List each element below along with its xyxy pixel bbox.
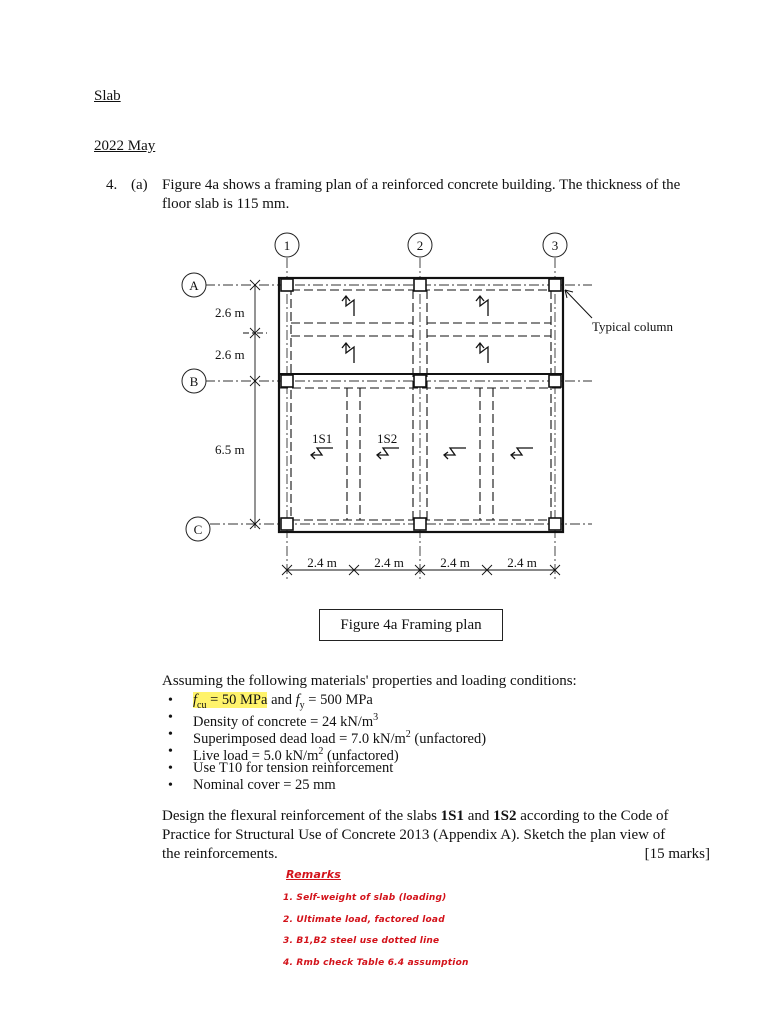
question-number: 4. (106, 177, 118, 193)
question-text-line-1: Figure 4a shows a framing plan of a reinforced concrete building. The thickness of the (162, 177, 681, 193)
typical-column-label: Typical column (592, 319, 674, 334)
column (549, 279, 561, 291)
marks-allocation: [15 marks] (644, 846, 710, 862)
document-topic: Slab (94, 88, 121, 104)
list-item: • Superimposed dead load = 7.0 $kN/m^2$ (unfactored) (163, 726, 486, 743)
materials-list (163, 692, 486, 794)
svg-text:2.6 m: 2.6 m (215, 305, 245, 320)
span-arrow-icon (511, 448, 533, 455)
fcu-highlight: $f_{cu} = 50$ MPa (193, 692, 268, 711)
column (281, 375, 293, 387)
beams-outline (279, 278, 563, 532)
materials-intro: Assuming the following materials' properties and loading conditions: (162, 673, 577, 689)
remark-item: 3. B1,B2 steel use dotted line (283, 936, 440, 946)
span-arrow-icon (480, 343, 488, 363)
design-text-line-2: Practice for Structural Use of Concrete 2013 (Appendix A). Sketch the plan view of (162, 827, 666, 843)
svg-text:C: C (193, 522, 203, 537)
span-arrow-icon (346, 343, 354, 363)
design-text-line-3: the reinforcements. (162, 846, 278, 862)
column (549, 518, 561, 530)
span-arrow-icon (480, 296, 488, 316)
list-item: • Use T10 for tension reinforcement (163, 760, 486, 777)
span-arrow-icon (444, 448, 466, 455)
remark-item: 1. Self-weight of slab (loading) (283, 893, 447, 903)
column (414, 518, 426, 530)
columns (281, 279, 561, 530)
column (549, 375, 561, 387)
svg-text:3: 3 (551, 238, 559, 253)
svg-text:A: A (189, 278, 199, 293)
column (414, 375, 426, 387)
svg-text:B: B (189, 374, 199, 389)
slab-label-1s2: 1S2 (377, 431, 398, 446)
document-date: 2022 May (94, 138, 156, 154)
svg-text:2.4 m: 2.4 m (307, 555, 337, 570)
list-item: • Density of concrete = 24 $kN/m^3$ (163, 709, 486, 726)
typical-column-leader (565, 290, 592, 318)
list-item: • Live load = 5.0 $kN/m^2$ (unfactored) (163, 743, 486, 760)
question-part: (a) (131, 177, 148, 193)
svg-text:2.4 m: 2.4 m (440, 555, 470, 570)
design-text-line-1: Design the flexural reinforcement of the slabs 1S1 and 1S2 according to the Code of (162, 808, 669, 824)
list-item: • $f_{cu} = 50$ MPa and $f_y = 500$ MPa (163, 692, 486, 709)
svg-text:1: 1 (283, 238, 291, 253)
remarks-title: Remarks (286, 868, 341, 881)
remark-item: 4. Rmb check Table 6.4 assumption (283, 958, 469, 968)
svg-text:2.6 m: 2.6 m (215, 347, 245, 362)
column (281, 518, 293, 530)
list-item: • Nominal cover = 25 mm (163, 777, 486, 794)
svg-text:2.4 m: 2.4 m (374, 555, 404, 570)
figure-caption: Figure 4a Framing plan (319, 609, 503, 641)
question-text-line-2: floor slab is 115 mm. (162, 196, 290, 212)
svg-text:6.5 m: 6.5 m (215, 442, 245, 457)
span-arrow-icon (377, 448, 399, 455)
column (414, 279, 426, 291)
grid-bubbles (182, 233, 567, 541)
vertical-dimensions (243, 280, 267, 529)
svg-text:2.4 m: 2.4 m (507, 555, 537, 570)
svg-text:2: 2 (416, 238, 424, 253)
remark-item: 2. Ultimate load, factored load (283, 915, 445, 925)
span-arrow-icon (346, 296, 354, 316)
slab-label-1s1: 1S1 (312, 431, 333, 446)
column (281, 279, 293, 291)
span-arrow-icon (311, 448, 333, 455)
